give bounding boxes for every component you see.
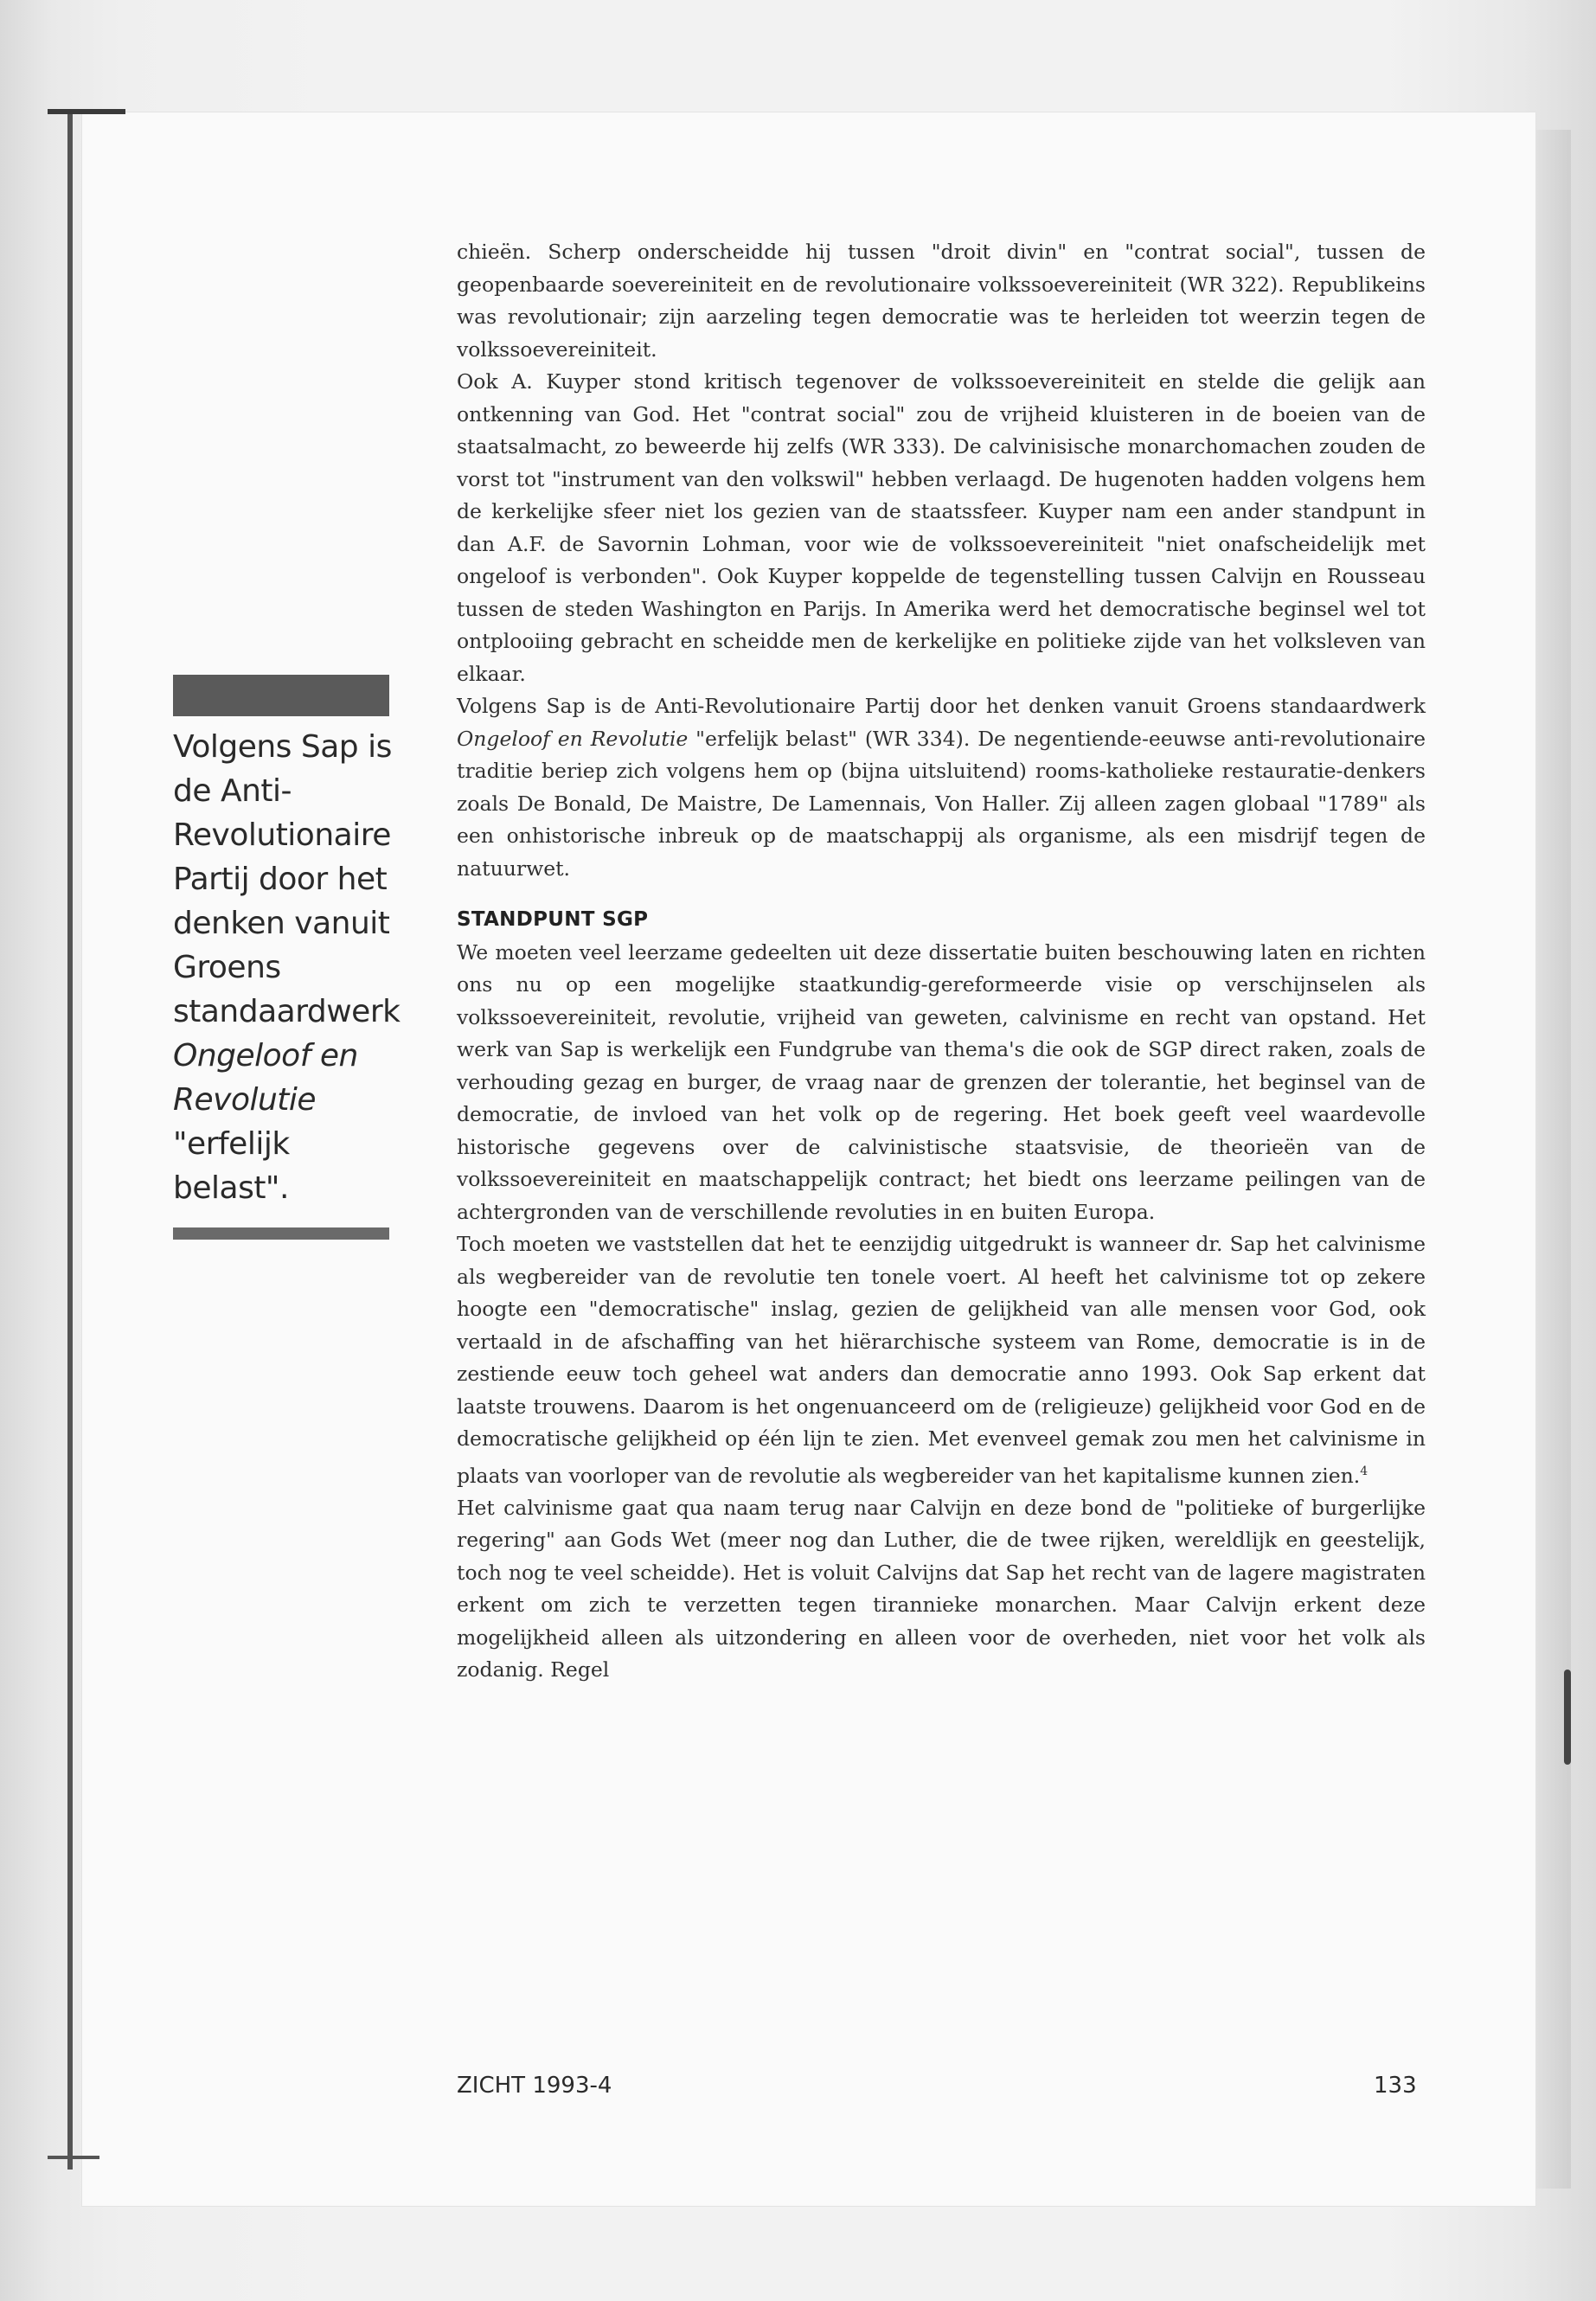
footnote-marker: 4: [1360, 1464, 1368, 1478]
paragraph-2: Ook A. Kuyper stond kritisch tegenover de volkssoevereiniteit en stelde die gelijk aan ontkenning van God. Het "contrat social" zou de vrijheid kluisteren in de boeien van de staatsalmacht, zo beweerde hij zelfs (WR 333). De calvinisische monarchomachen zouden de vorst tot "instrument van den volkswil" hebben verlaagd. De hugenoten hadden volgens hem de kerkelijke sfeer niet los gezien van de staatssfeer. Kuyper nam een ander standpunt in dan A.F. de Savornin Lohman, voor wie de volkssoevereiniteit "niet onafscheidelijk met ongeloof is verbonden". Ook Kuyper koppelde de tegenstelling tussen Calvijn en Rousseau tussen de steden Washington en Parijs. In Amerika werd het democratische beginsel wel tot ontplooiing gebracht en scheidde men de kerkelijke en politieke zijde van het volksleven van elkaar.: [457, 369, 1426, 686]
paragraph-3-lead: Volgens Sap is de Anti-Revolutionaire Partij door het denken vanuit Groens standaardwerk: [457, 694, 1426, 718]
paragraph-3-tail: "erfelijk belast" (WR 334). De negentiende-eeuwse anti-revolutionaire traditie beriep zich volgens hem op (bijna uitsluitend) rooms-katholieke restauratie-denkers zoals De Bonald, De Maistre, De Lamennais, Von Haller. Zij alleen zagen globaal "1789" als een onhistorische inbreuk op de maatschappij als organisme, als een misdrijf tegen de natuurwet.: [457, 726, 1426, 881]
paragraph-1: chieën. Scherp onderscheidde hij tussen "droit divin" en "contrat social", tussen de geopenbaarde soevereiniteit en de revolutionaire volkssoevereiniteit (WR 322). Republikeins was revolutionair; zijn aarzeling tegen democratie was te herleiden tot weerzin tegen de volkssoevereiniteit.: [457, 240, 1426, 362]
page-number: 133: [1374, 2073, 1417, 2099]
pull-quote-book-title: Ongeloof en Revolutie: [173, 1038, 358, 1118]
section-heading: STANDPUNT SGP: [457, 908, 649, 931]
binding-tab: [48, 109, 125, 114]
main-text-column: [457, 236, 1426, 1687]
binding-foot: [48, 2156, 99, 2159]
page-edge-shadow: [1536, 130, 1571, 2189]
pull-quote-text: [173, 725, 401, 1210]
paragraph-3-book-title: Ongeloof en Revolutie: [457, 726, 689, 751]
pull-quote-top-bar: [173, 675, 389, 716]
paragraph-5-text: Toch moeten we vaststellen dat het te eenzijdig uitgedrukt is wanneer dr. Sap het calvinisme als wegbereider van de revolutie ten tonele voert. Al heeft het calvinisme tot op zekere hoogte een "democratische" inslag, gezien de gelijkheid van alle mensen voor God, ook vertaald in de afschaffing van het hiërarchische systeem van Rome, democratie is in de zestiende eeuw toch geheel wat anders dan democratie anno 1993. Ook Sap erkent dat laatste trouwens. Daarom is het ongenuanceerd om de (religieuze) gelijkheid voor God en de democratische gelijkheid op één lijn te zien. Met evenveel gemak zou men het calvinisme in plaats van voorloper van de revolutie als wegbereider van het kapitalisme kunnen zien.: [457, 1232, 1426, 1488]
paragraph-3: [457, 690, 1426, 885]
paragraph-4: We moeten veel leerzame gedeelten uit deze dissertatie buiten beschouwing laten en richten ons nu op een mogelijke staatkundig-gereformeerde visie op verschijnselen als volkssoevereiniteit, revolutie, vrijheid van geweten, calvinisme en recht van opstand. Het werk van Sap is werkelijk een Fundgrube van thema's die ook de SGP direct raken, zoals de verhouding gezag en burger, de vraag naar de grenzen der tolerantie, het beginsel van de democratie, de invloed van het volk op de regering. Het boek geeft veel waardevolle historische gegevens over de calvinistische staatsvisie, de theorieën van de volkssoevereiniteit en maatschappelijk contract; het biedt ons leerzame peilingen van de achtergronden van de verschillende revoluties in en buiten Europa.: [457, 939, 1426, 1224]
paragraph-6: Het calvinisme gaat qua naam terug naar Calvijn en deze bond de "politieke of burgerlijke regering" aan Gods Wet (meer nog dan Luther, die de twee rijken, wereldlijk en geestelijk, toch nog te veel scheidde). Het is voluit Calvijns dat Sap het recht van de lagere magistraten erkent om zich te verzetten tegen tirannieke monarchen. Maar Calvijn erkent deze mogelijkheid alleen als uitzondering en alleen voor de overheden, niet voor het volk als zodanig. Regel: [457, 1495, 1426, 1682]
pull-quote: [173, 675, 401, 1240]
pull-quote-bottom-bar: [173, 1227, 389, 1240]
binding-edge: [67, 111, 73, 2170]
pull-quote-tail: "erfelijk belast".: [173, 1126, 290, 1206]
pull-quote-lead: Volgens Sap is de Anti-Revolutionaire Partij door het denken vanuit Groens standaardwerk: [173, 729, 401, 1029]
edge-mark: [1564, 1670, 1571, 1765]
journal-footer: ZICHT 1993-4: [457, 2073, 612, 2099]
paragraph-5: [457, 1228, 1426, 1492]
